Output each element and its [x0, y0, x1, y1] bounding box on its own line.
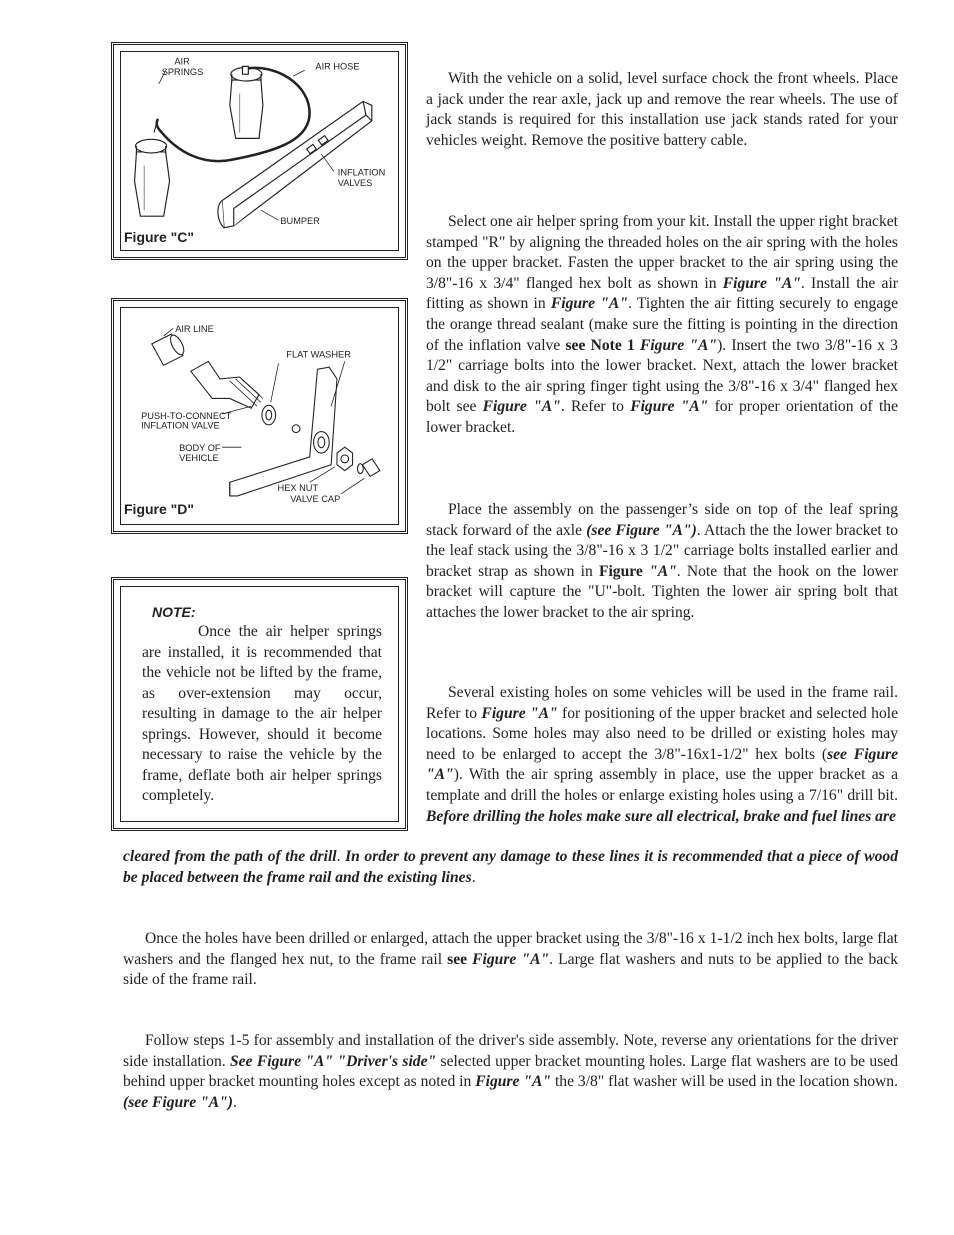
step-2-ref-2: Figure "A": [550, 295, 628, 313]
label-valve-cap: VALVE CAP: [290, 493, 341, 504]
step-5-paragraph: [123, 929, 898, 991]
step-4-ref-1: Figure "A": [481, 704, 558, 722]
label-inflation-valves-2: VALVES: [337, 178, 373, 189]
note-body: Once the air helper springs are installed, it is recommended that the vehicle not be lifted by the frame, as over-extension may occur, resulting in damage to the air helper springs. However, should it become necessary to raise the vehicle by the frame, deflate both air helper springs completely.: [142, 623, 382, 804]
figure-c-caption: Figure "C": [124, 229, 195, 245]
step-2-ref-1: Figure "A": [722, 274, 801, 292]
step-6-ref-3: (see Figure "A"): [123, 1093, 234, 1111]
label-body-of-vehicle-2: VEHICLE: [179, 452, 219, 463]
step-1-paragraph: [426, 69, 898, 151]
step-2-ref-3a: see Note 1: [565, 336, 635, 354]
step-2-ref-5: Figure "A": [630, 398, 709, 416]
step-3-text-3: . Note that the hook on the lower bracket will capture the "U"-bolt. Tighten the lower air spring bolt that attaches the lower bracket to the air spring.: [426, 562, 898, 621]
step-6-text-4: .: [233, 1093, 237, 1111]
step-2-ref-4: Figure "A": [482, 398, 561, 416]
step-6-text-1: Follow steps 1-5 for assembly and installation of the driver's side assembly. Note, reverse any orientations for the driver side installation.: [123, 1032, 898, 1070]
figure-c: [111, 42, 408, 260]
step-2-text-4: ). Insert the two 3/8"-16 x 3 1/2" carriage bolts into the lower bracket. Next, attach the lower bracket and disk to the air spring finger tight using the 3/8"-16 x 3/4" flanged hex bolt see: [426, 336, 898, 416]
step-4-paragraph: [426, 683, 898, 827]
label-body-of-vehicle-1: BODY OF: [179, 443, 221, 454]
step-4-text-3: ). With the air spring assembly in place, use the upper bracket as a template and drill the holes or enlarge existing holes using a 7/16" drill bit.: [426, 766, 898, 804]
step-4-text-1: Several existing holes on some vehicles will be used in the frame rail. Refer to: [426, 684, 898, 722]
step-2-text-1: Select one air helper spring from your kit. Install the upper right bracket stamped "R" by aligning the threaded holes on the air spring with the holes on the upper bracket. Fasten the upper bracket to the air spring using the 3/8"-16 x 3/4" flanged hex bolt as shown in: [426, 213, 898, 292]
step-4-text-2: for positioning of the upper bracket and selected hole locations. Some holes may also need to be drilled or existing holes may need to be enlarged to accept the 3/8"-16x1-1/2" hex bolts (: [426, 704, 898, 763]
figure-d-caption: Figure "D": [124, 501, 195, 517]
note-title: NOTE:: [152, 604, 196, 620]
step-6-text-3: the 3/8" flat washer will be used in the location shown.: [551, 1073, 898, 1091]
step-6-paragraph: [123, 1031, 898, 1113]
label-flat-washer: FLAT WASHER: [286, 349, 351, 360]
step-4-warning-2: cleared from the path of the drill: [123, 848, 337, 865]
step-3-ref-1: (see Figure "A"): [586, 521, 697, 539]
step-2-ref-3b: Figure "A": [639, 336, 718, 354]
label-inflation-valves-1: INFLATION: [337, 167, 386, 178]
step-2-text-2: . Install the air fitting as shown in: [426, 274, 898, 313]
label-hex-nut: HEX NUT: [277, 483, 319, 494]
step-4-warning-1: Before drilling the holes make sure all electrical, brake and fuel lines are: [426, 807, 896, 825]
label-air-springs-2: SPRINGS: [161, 67, 204, 78]
step-5-ref-1b: Figure "A": [472, 950, 550, 968]
step-5-ref-1a: see: [447, 950, 468, 968]
figure-d: [111, 298, 408, 534]
label-push-to-connect-2: INFLATION VALVE: [141, 420, 220, 431]
note-box: [111, 577, 408, 831]
step-4-ref-2: see Figure "A": [426, 745, 898, 784]
step-3-ref-2a: Figure: [598, 562, 643, 580]
step-2-text-5: . Refer to: [560, 398, 631, 416]
step-2-text-6: for proper orientation of the lower bracket.: [426, 398, 899, 436]
label-push-to-connect-1: PUSH-TO-CONNECT: [141, 410, 232, 421]
step-6-text-2: selected upper bracket mounting holes. Large flat washers are to be used behind upper bracket mounting holes except as noted in: [123, 1052, 898, 1091]
push-to-connect-shape: [191, 361, 259, 408]
step-4-continuation: [123, 847, 898, 888]
air-spring-left: [135, 139, 170, 216]
step-5-text-2: . Large flat washers and nuts to be applied to the back side of the frame rail.: [123, 950, 898, 989]
step-4-cont-text-1: .: [336, 848, 346, 865]
step-3-text-2: . Attach the the lower bracket to the leaf stack using the 3/8"-16 x 3 1/2" carriage bolts installed earlier and bracket strap as shown in: [426, 521, 898, 580]
step-3-paragraph: [426, 500, 898, 624]
step-3-text-1: Place the assembly on the passenger’s side on top of the leaf spring stack forward of the axle: [426, 501, 898, 539]
step-1-text: With the vehicle on a solid, level surface chock the front wheels. Place a jack under the rear axle, jack up and remove the rear wheels. The use of jack stands is required for this installation use jack stands rated for your vehicles weight. Remove the positive battery cable.: [426, 70, 898, 149]
step-6-ref-1: See Figure "A" "Driver's side": [230, 1052, 437, 1070]
step-2-text-3: . Tighten the air fitting securely to engage the orange thread sealant (make sure the fitting is pointing in the direction of the inflation valve: [426, 295, 898, 354]
step-2-paragraph: [426, 212, 898, 439]
air-spring-right: [230, 66, 263, 138]
figure-d-illustration: [114, 301, 405, 531]
step-5-text-1: Once the holes have been drilled or enlarged, attach the upper bracket using the 3/8"-16 x 1-1/2 inch hex bolts, large flat washers and the flanged hex nut, to the frame rail: [123, 930, 898, 968]
label-air-hose: AIR HOSE: [315, 61, 360, 72]
step-4-warning-3: In order to prevent any damage to these lines it is recommended that a piece of wood be placed between the frame rail and the existing lines: [123, 848, 899, 886]
step-6-ref-2: Figure "A": [475, 1073, 552, 1091]
valve-cap-shape: [362, 459, 380, 477]
step-3-ref-2b: "A": [649, 562, 677, 580]
label-air-springs-1: AIR: [174, 56, 190, 67]
label-bumper: BUMPER: [280, 215, 320, 226]
label-air-line: AIR LINE: [175, 324, 214, 335]
step-4-cont-text-2: .: [471, 868, 476, 886]
figure-c-illustration: [114, 45, 405, 257]
